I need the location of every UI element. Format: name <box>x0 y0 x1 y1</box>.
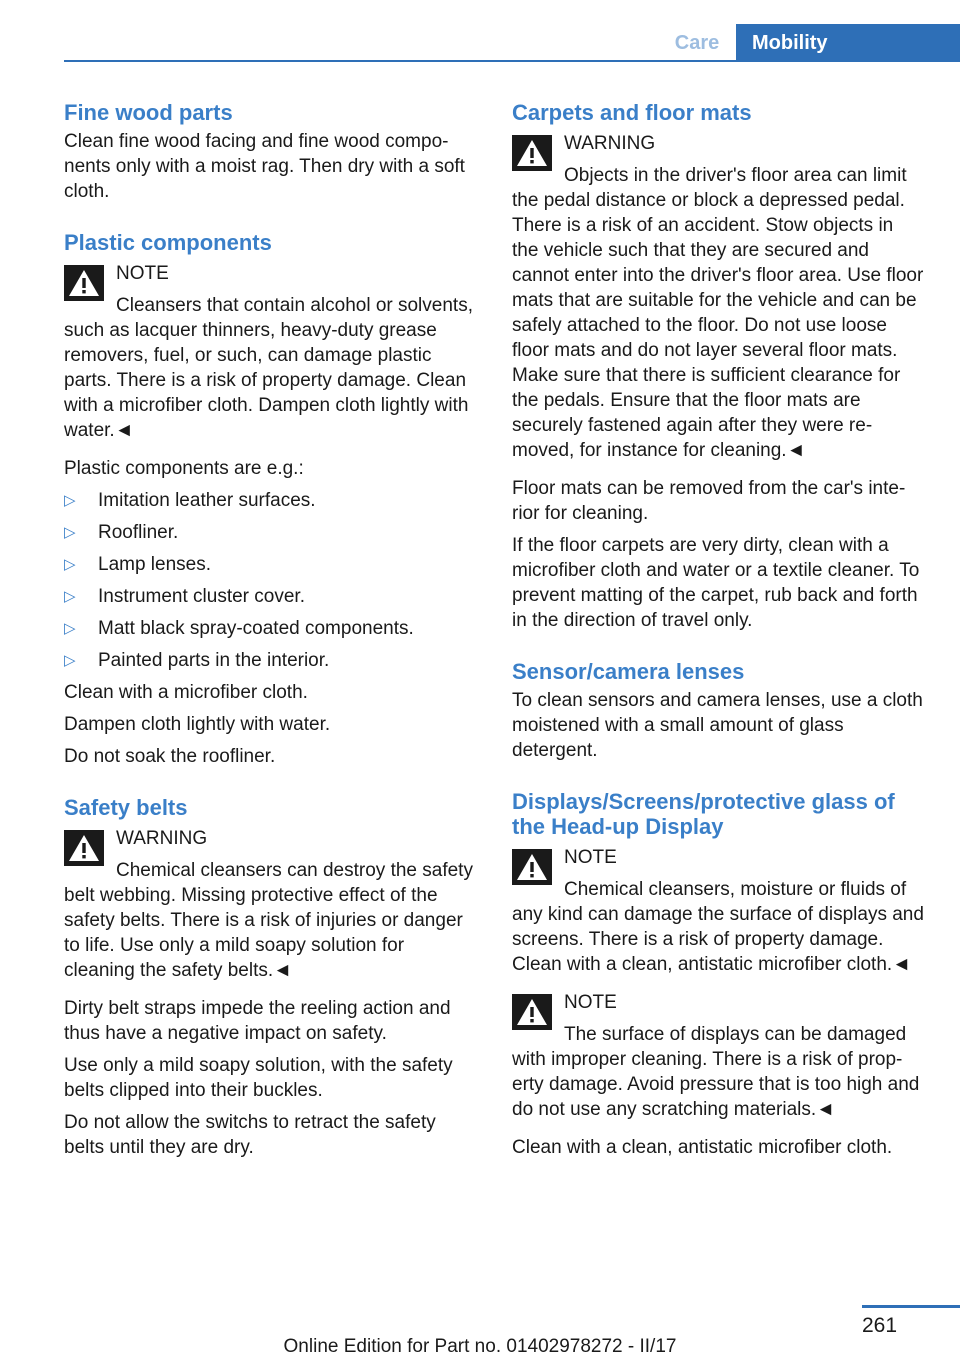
warning-triangle-icon <box>64 830 104 866</box>
heading-plastic-components: Plastic components <box>64 230 272 255</box>
carpets-p1: Floor mats can be removed from the car's interior for cleaning. <box>512 478 906 524</box>
warning-label: WARNING <box>564 133 656 154</box>
triangle-bullet-icon: ▷ <box>64 652 76 669</box>
heading-fine-wood-parts: Fine wood parts <box>64 100 233 125</box>
warning-triangle-icon <box>512 994 552 1030</box>
left-column <box>64 100 476 1167</box>
footer-rule <box>862 1305 960 1308</box>
note-text: The surface of displays can be damaged with improper cleaning. There is a risk of property damage. Avoid pressure that is too high and do not use any scratching materials.◄ <box>512 1024 920 1120</box>
note-text: Cleansers that contain alcohol or solvents, such as lacquer thinners, heavy-duty grease removers, fuel, or such, can damage plastic parts. There is a risk of property damage. Clean with a microfiber cloth. Dampen cloth lightly with water.◄ <box>64 295 473 441</box>
heading-safety-belts: Safety belts <box>64 795 188 820</box>
list-item: ▷ Lamp lenses. <box>64 554 212 575</box>
plastic-p2: Dampen cloth lightly with water. <box>64 714 331 735</box>
tab-care[interactable]: Care <box>674 31 720 54</box>
heading-carpets-floor-mats: Carpets and floor mats <box>512 100 752 125</box>
belts-warning <box>64 826 476 983</box>
belts-p1: Dirty belt straps impede the reeling action and thus have a negative impact on safety. <box>64 998 451 1044</box>
triangle-bullet-icon: ▷ <box>64 492 76 509</box>
carpets-p2: If the floor carpets are very dirty, clean with a microfiber cloth and water or a textile cleaner. To prevent matting of the carpet, rub back and forth in the direction of travel only. <box>512 535 920 631</box>
triangle-bullet-icon: ▷ <box>64 588 76 605</box>
warning-triangle-icon <box>512 135 552 171</box>
list-item: ▷ Imitation leather surfaces. <box>64 490 316 511</box>
warning-label: WARNING <box>116 828 208 849</box>
warning-text: Chemical cleansers can destroy the safety belt webbing. Missing protective effect of the safety belts. There is a risk of injuries or danger to life. Use only a mild soapy solution for cleaning the safety belts.◄ <box>64 860 473 981</box>
triangle-bullet-icon: ▷ <box>64 524 76 541</box>
note-label: NOTE <box>564 992 617 1013</box>
triangle-bullet-icon: ▷ <box>64 620 76 637</box>
triangle-bullet-icon: ▷ <box>64 556 76 573</box>
displays-p1: Clean with a clean, antistatic microfiber cloth. <box>512 1137 893 1158</box>
edition-footer: Online Edition for Part no. 01402978272 - II/17 <box>283 1336 677 1357</box>
plastic-p3: Do not soak the roofliner. <box>64 746 276 767</box>
list-item: ▷ Painted parts in the interior. <box>64 650 330 671</box>
heading-displays-screens: Displays/Screens/protective glass of the Head-up Display <box>512 789 895 839</box>
heading-sensor-camera-lenses: Sensor/camera lenses <box>512 659 745 684</box>
right-column <box>512 100 924 1167</box>
list-item: ▷ Matt black spray-coated components. <box>64 618 414 639</box>
plastic-list <box>64 488 476 673</box>
displays-note-2 <box>512 990 924 1122</box>
note-label: NOTE <box>564 847 617 868</box>
tab-mobility[interactable]: Mobility <box>736 24 960 62</box>
fine-wood-text: Clean fine wood facing and fine wood components only with a moist rag. Then dry with a soft cloth. <box>64 131 465 202</box>
plastic-p1: Clean with a microfiber cloth. <box>64 682 308 703</box>
plastic-intro: Plastic components are e.g.: <box>64 458 304 479</box>
note-text: Chemical cleansers, moisture or fluids of any kind can damage the surface of displays and screens. There is a risk of property damage. Clean with a clean, antistatic microfiber cloth.◄ <box>512 879 924 975</box>
warning-triangle-icon <box>512 849 552 885</box>
warning-text: Objects in the driver's floor area can limit the pedal distance or block a depressed pedal. There is a risk of an accident. Stow objects in the vehicle such that they are secured and cannot enter into the driver's floor area. Use floor mats that are suitable for the vehicle and can be safely attached to the floor. Do not use loose floor mats and do not layer several floor mats. Make sure that there is sufficient clearance for the pedals. Ensure that the floor mats are securely fastened again after they were removed, for instance for cleaning.◄ <box>512 165 924 461</box>
displays-note-1 <box>512 845 924 977</box>
belts-p3: Do not allow the switchs to retract the safety belts until they are dry. <box>64 1112 436 1158</box>
note-label: NOTE <box>116 263 169 284</box>
list-item: ▷ Instrument cluster cover. <box>64 586 305 607</box>
page-number: 261 <box>862 1314 898 1337</box>
list-item: ▷ Roofliner. <box>64 522 179 543</box>
belts-p2: Use only a mild soapy solution, with the safety belts clipped into their buckles. <box>64 1055 453 1101</box>
carpets-warning <box>512 131 924 463</box>
warning-triangle-icon <box>64 265 104 301</box>
plastic-note <box>64 261 476 443</box>
header-rule <box>64 60 960 62</box>
sensor-text: To clean sensors and camera lenses, use a cloth moistened with a small amount of glass detergent. <box>512 690 923 761</box>
